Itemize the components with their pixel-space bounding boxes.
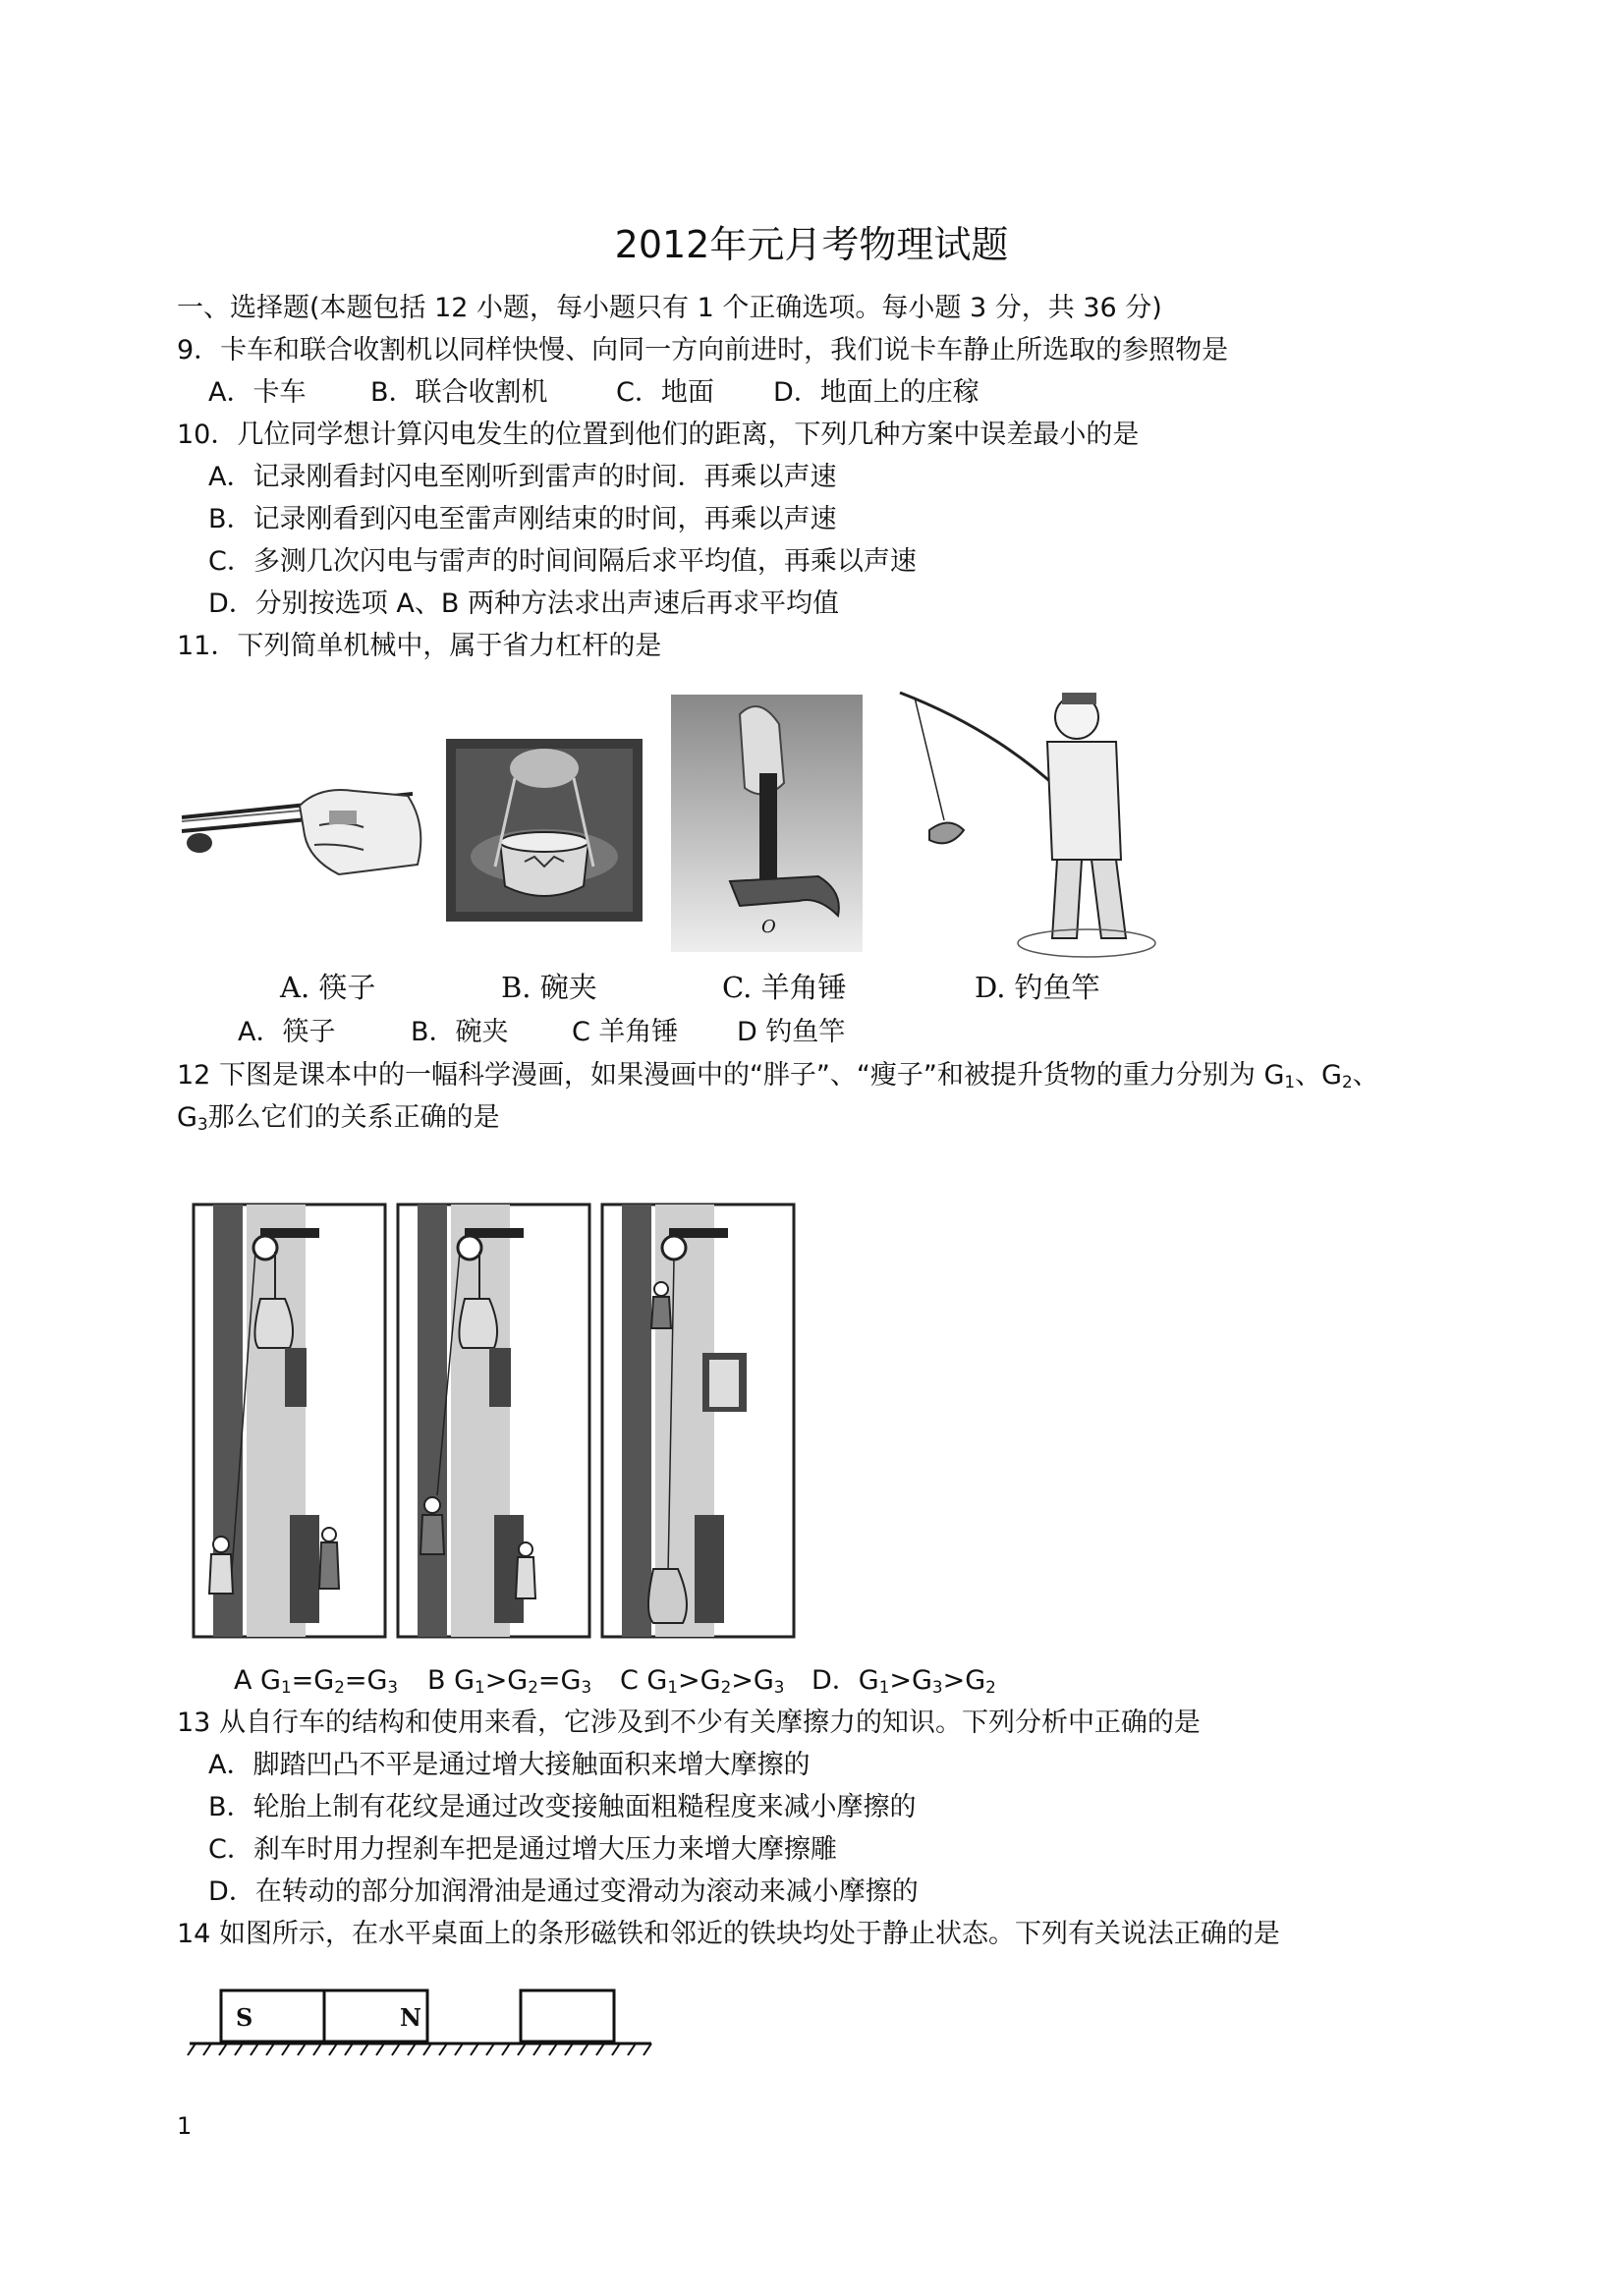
claw-hammer-figure [671,695,863,952]
cartoon-panel-3 [602,1204,794,1637]
q11-fig-caption-d: D. 钓鱼竿 [975,971,1100,1004]
cartoon-panel-1 [194,1204,385,1637]
q11-fig-caption-c: C. 羊角锤 [722,971,847,1004]
hammer-fulcrum-label: O [761,917,776,937]
q9-option-d: D．地面上的庄稼 [773,377,979,408]
q13-option-d: D．在转动的部分加润滑油是通过变滑动为滚动来减小摩擦的 [208,1876,919,1907]
q11-option-a: A．筷子 [238,1017,336,1047]
q10-stem: 10．几位同学想计算闪电发生的位置到他们的距离，下列几种方案中误差最小的是 [177,420,1140,450]
section-heading: 一、选择题(本题包括 12 小题，每小题只有 1 个正确选项。每小题 3 分，共 36 分) [177,293,1162,323]
q12-option-c: C $G_1>G_2>G_3$ [620,1665,785,1698]
q9-option-b: B．联合收割机 [370,377,548,408]
q10-option-a: A．记录刚看封闪电至刚听到雷声的时间．再乘以声速 [208,462,837,492]
q13-option-a: A．脚踏凹凸不平是通过增大接触面积来增大摩擦的 [208,1750,811,1780]
q11-option-c: C 羊角锤 [572,1017,679,1047]
q9-stem: 9．卡车和联合收割机以同样快慢、向同一方向前进时，我们说卡车静止所选取的参照物是 [177,335,1229,365]
magnet-iron-figure [182,1985,653,2063]
pulley-cartoon-figure [192,1201,803,1641]
q11-option-b: B．碗夹 [411,1017,509,1047]
q12-stem-line2: $G_3$那么它们的关系正确的是 [177,1102,500,1135]
q10-option-d: D．分别按选项 A、B 两种方法求出声速后再求平均值 [208,588,839,619]
cartoon-panel-2 [398,1204,589,1637]
magnet-n-pole: N [400,2003,421,2032]
iron-block [521,1990,614,2042]
magnet-s-pole: S [236,2003,253,2032]
page-number: 1 [177,2112,193,2140]
chopsticks-figure [182,766,432,879]
page-title: 2012年元月考物理试题 [614,223,1009,266]
q11-option-d: D 钓鱼竿 [737,1017,846,1047]
q12-option-d: D．$G_1>G_3>G_2$ [812,1665,996,1698]
q13-option-b: B．轮胎上制有花纹是通过改变接触面粗糙程度来减小摩擦的 [208,1792,917,1822]
table-hatching [188,2044,651,2055]
q12-option-a: A $G_1=G_2=G_3$ [234,1665,399,1698]
q12-stem-line1: 12 下图是课本中的一幅科学漫画，如果漫画中的“胖子”、“瘦子”和被提升货物的重力分别为 $G_1$、$G_2$、 [177,1060,1379,1092]
q9-option-a: A．卡车 [208,377,307,408]
q14-stem: 14 如图所示，在水平桌面上的条形磁铁和邻近的铁块均处于静止状态。下列有关说法正确的是 [177,1919,1280,1949]
bowl-clip-figure [446,739,643,922]
q9-option-c: C．地面 [616,377,714,408]
q12-option-b: B $G_1>G_2=G_3$ [427,1665,592,1698]
q11-fig-caption-a: A. 筷子 [280,971,376,1004]
q13-option-c: C．刹车时用力捏刹车把是通过增大压力来增大摩擦雕 [208,1834,837,1865]
fishing-rod-figure [890,683,1204,968]
q10-option-c: C．多测几次闪电与雷声的时间间隔后求平均值，再乘以声速 [208,546,917,577]
q11-fig-caption-b: B. 碗夹 [501,971,597,1004]
q13-stem: 13 从自行车的结构和使用来看，它涉及到不少有关摩擦力的知识。下列分析中正确的是 [177,1708,1201,1738]
q11-stem: 11．下列简单机械中，属于省力杠杆的是 [177,631,662,661]
q10-option-b: B．记录刚看到闪电至雷声刚结束的时间，再乘以声速 [208,504,837,534]
q12-stem-text: 12 下图是课本中的一幅科学漫画，如果漫画中的“胖子”、“瘦子”和被提升货物的重力分别为 G [177,1060,1285,1091]
